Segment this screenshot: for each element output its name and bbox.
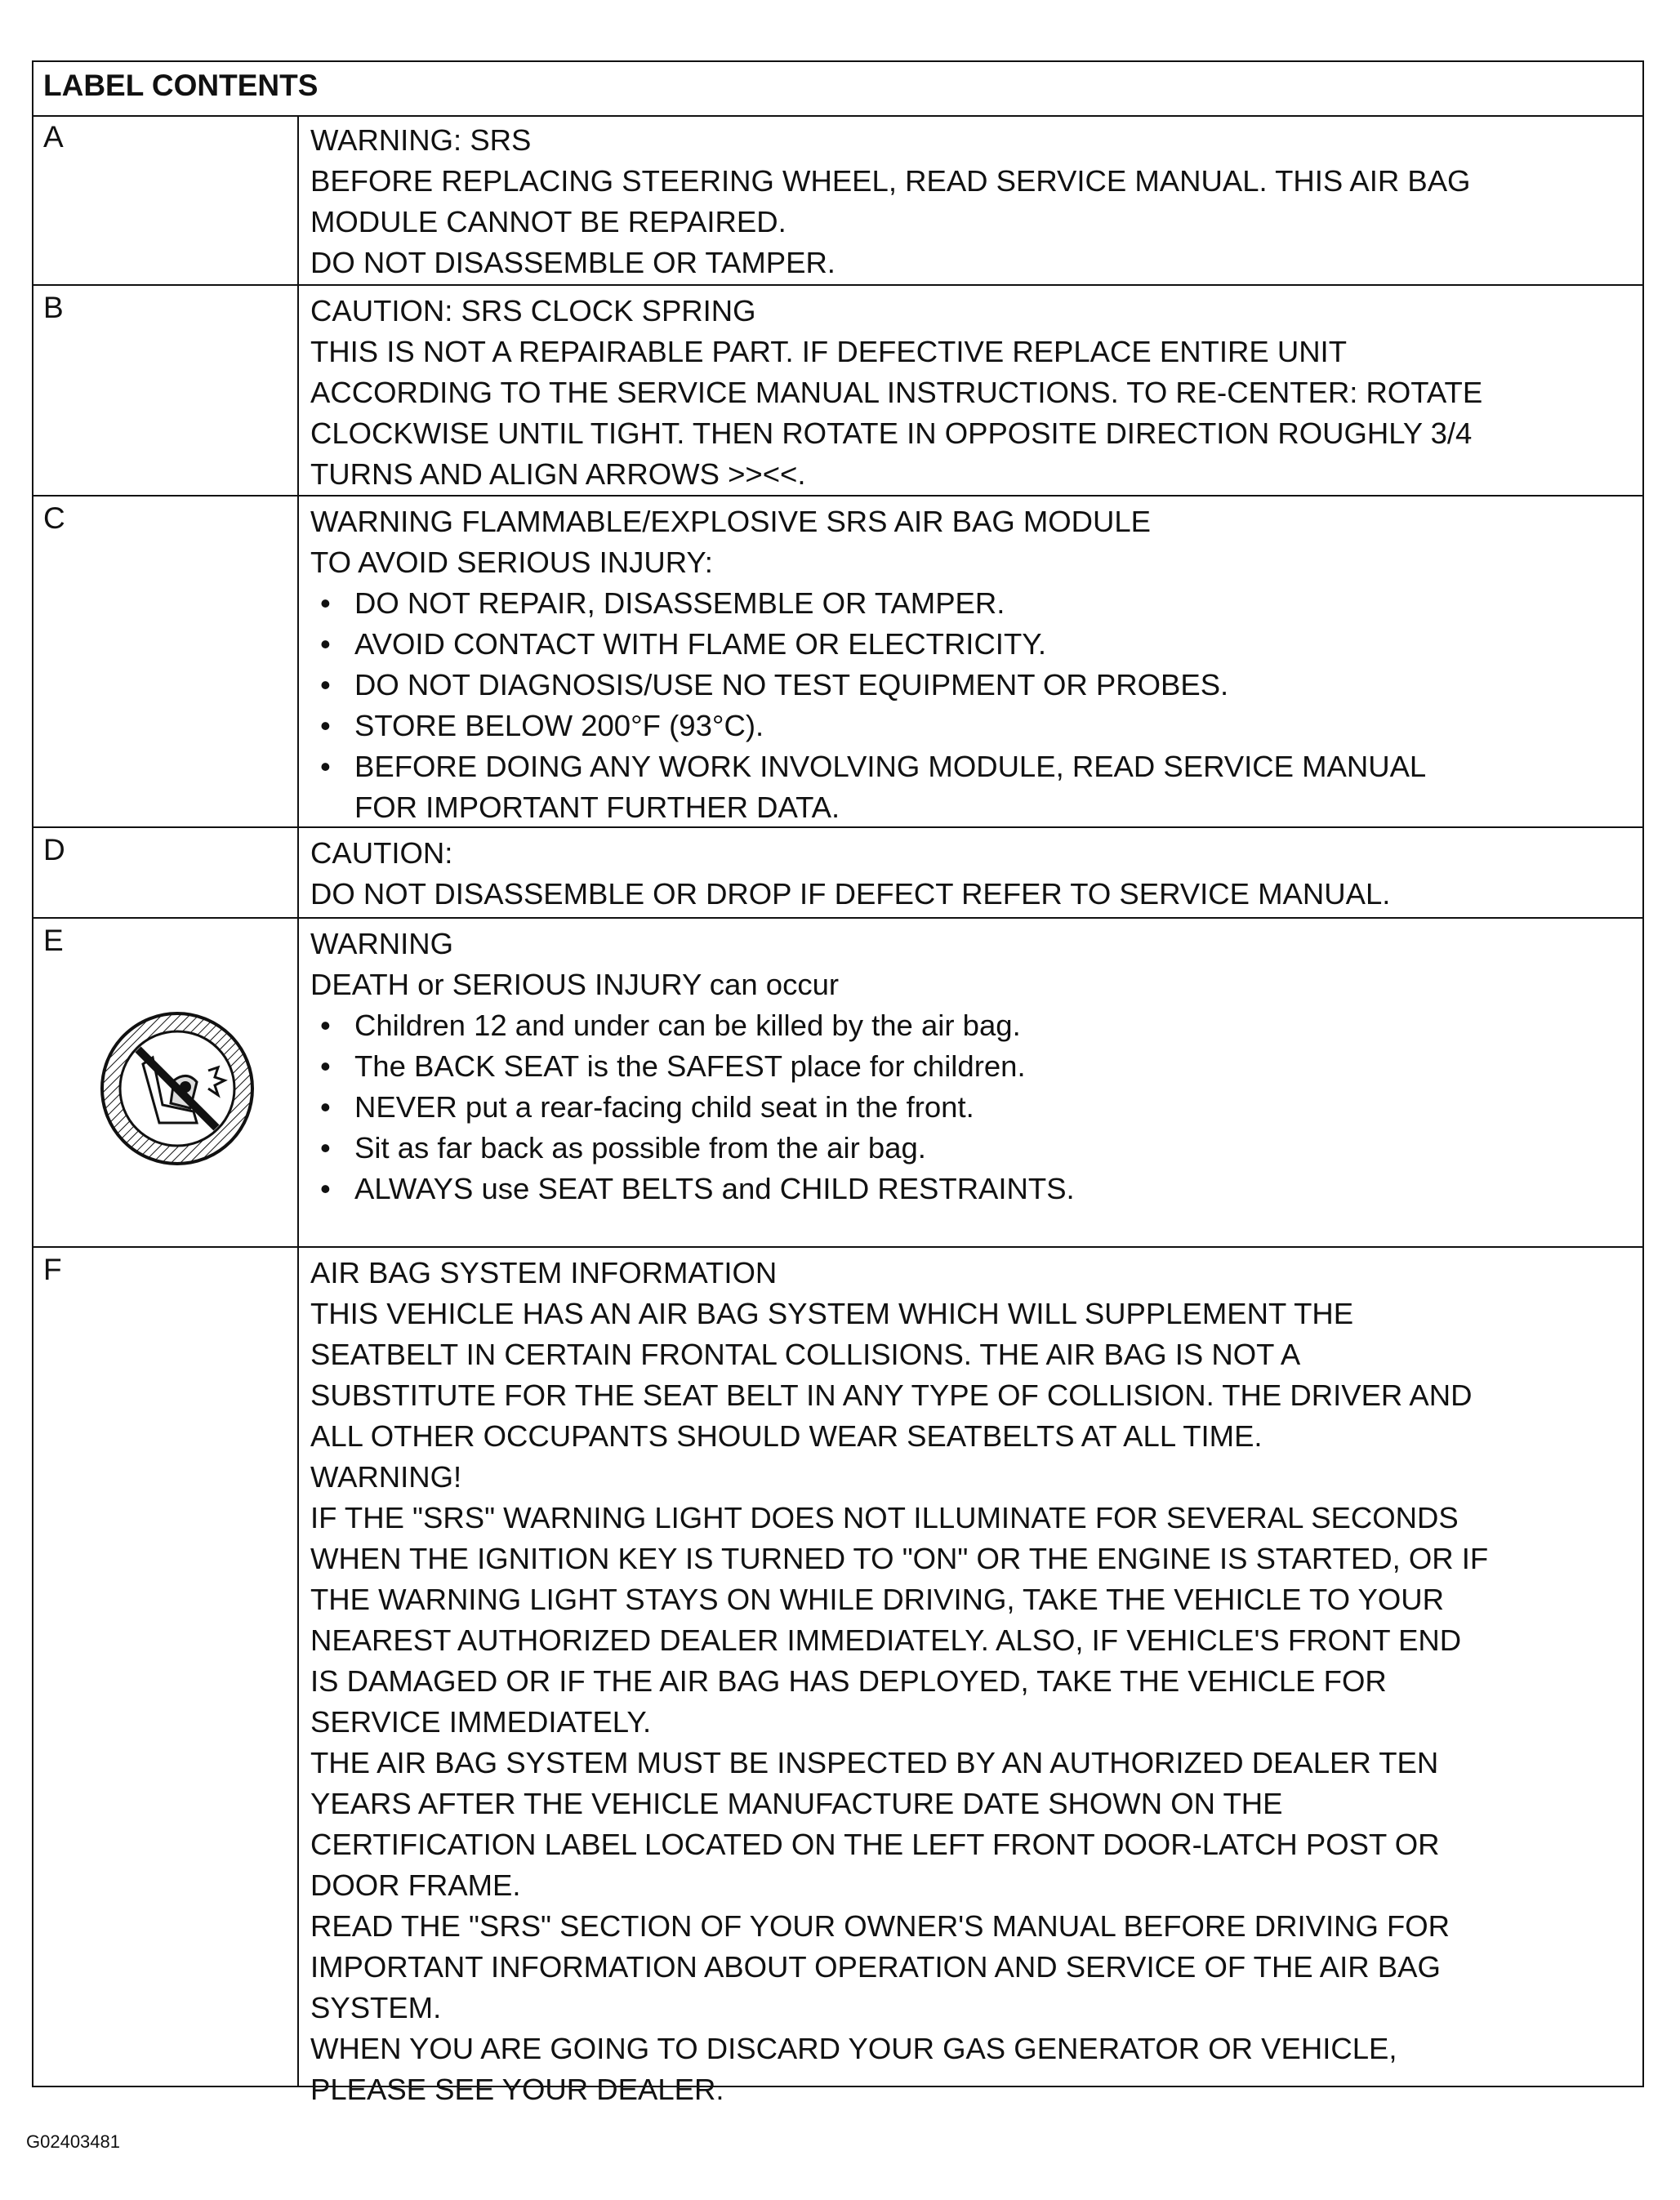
content-line: WARNING! (310, 1460, 462, 1494)
content-line: DEATH or SERIOUS INJURY can occur (310, 968, 840, 1001)
row-content (310, 501, 1633, 828)
table-row-d (33, 828, 1642, 919)
content-line: DO NOT DISASSEMBLE OR DROP IF DEFECT REFER TO SERVICE MANUAL. (310, 877, 1391, 911)
content-line: NEAREST AUTHORIZED DEALER IMMEDIATELY. ALSO, IF VEHICLE'S FRONT END (310, 1623, 1462, 1657)
table-header: LABEL CONTENTS (33, 62, 1642, 117)
row-label: C (33, 497, 299, 826)
content-line: IS DAMAGED OR IF THE AIR BAG HAS DEPLOYED, TAKE THE VEHICLE FOR (310, 1664, 1387, 1698)
content-line: ALL OTHER OCCUPANTS SHOULD WEAR SEATBELTS AT ALL TIME. (310, 1419, 1263, 1453)
bullet-item: • NEVER put a rear-facing child seat in the front. (310, 1087, 1633, 1128)
content-line: THIS VEHICLE HAS AN AIR BAG SYSTEM WHICH WILL SUPPLEMENT THE (310, 1297, 1354, 1330)
content-line: MODULE CANNOT BE REPAIRED. (310, 205, 787, 238)
table-row-c (33, 497, 1642, 828)
content-line: PLEASE SEE YOUR DEALER. (310, 2073, 724, 2106)
content-line: READ THE "SRS" SECTION OF YOUR OWNER'S MANUAL BEFORE DRIVING FOR (310, 1909, 1451, 1943)
row-label (33, 919, 299, 1246)
content-line: IF THE "SRS" WARNING LIGHT DOES NOT ILLUMINATE FOR SEVERAL SECONDS (310, 1501, 1459, 1534)
row-content (310, 924, 1633, 1209)
table-row-a (33, 115, 1642, 286)
bullet-item: • STORE BELOW 200°F (93°C). (310, 706, 1633, 746)
content-line: TURNS AND ALIGN ARROWS >><<. (310, 457, 806, 491)
content-line: TO AVOID SERIOUS INJURY: (310, 546, 713, 579)
bullet-item: • DO NOT REPAIR, DISASSEMBLE OR TAMPER. (310, 583, 1633, 624)
content-line: AIR BAG SYSTEM INFORMATION (310, 1256, 778, 1289)
no-rear-facing-child-seat-icon (96, 1007, 259, 1170)
row-label-text: E (43, 924, 64, 957)
content-line: WARNING (310, 927, 454, 960)
row-content (310, 291, 1633, 495)
row-label: B (33, 286, 299, 495)
row-content (310, 120, 1633, 283)
row-label: F (33, 1248, 299, 2086)
bullet-item: • BEFORE DOING ANY WORK INVOLVING MODULE, READ SERVICE MANUAL (310, 746, 1633, 787)
content-line: WARNING FLAMMABLE/EXPLOSIVE SRS AIR BAG MODULE (310, 505, 1152, 538)
content-line: THE AIR BAG SYSTEM MUST BE INSPECTED BY AN AUTHORIZED DEALER TEN (310, 1746, 1439, 1779)
content-line: CAUTION: (310, 836, 453, 870)
content-line: SERVICE IMMEDIATELY. (310, 1705, 652, 1739)
content-line: DO NOT DISASSEMBLE OR TAMPER. (310, 246, 836, 279)
bullet-continuation: FOR IMPORTANT FURTHER DATA. (354, 790, 840, 824)
bullet-item: • AVOID CONTACT WITH FLAME OR ELECTRICITY. (310, 624, 1633, 665)
row-label: D (33, 828, 299, 917)
content-line: SUBSTITUTE FOR THE SEAT BELT IN ANY TYPE OF COLLISION. THE DRIVER AND (310, 1378, 1473, 1412)
content-line: WARNING: SRS (310, 123, 532, 157)
content-line: CERTIFICATION LABEL LOCATED ON THE LEFT FRONT DOOR-LATCH POST OR (310, 1828, 1440, 1861)
bullet-item: • Children 12 and under can be killed by the air bag. (310, 1005, 1633, 1046)
table-row-e (33, 919, 1642, 1248)
content-line: THIS IS NOT A REPAIRABLE PART. IF DEFECTIVE REPLACE ENTIRE UNIT (310, 335, 1347, 368)
content-line: IMPORTANT INFORMATION ABOUT OPERATION AND SERVICE OF THE AIR BAG (310, 1950, 1441, 1984)
content-line: CLOCKWISE UNTIL TIGHT. THEN ROTATE IN OPPOSITE DIRECTION ROUGHLY 3/4 (310, 416, 1473, 450)
row-content (310, 833, 1633, 915)
bullet-item: • Sit as far back as possible from the air bag. (310, 1128, 1633, 1169)
content-line: SEATBELT IN CERTAIN FRONTAL COLLISIONS. THE AIR BAG IS NOT A (310, 1338, 1301, 1371)
bullet-item: • DO NOT DIAGNOSIS/USE NO TEST EQUIPMENT OR PROBES. (310, 665, 1633, 706)
bullet-item: • The BACK SEAT is the SAFEST place for children. (310, 1046, 1633, 1087)
content-line: DOOR FRAME. (310, 1868, 521, 1902)
row-content (310, 1253, 1633, 2110)
content-line: WHEN THE IGNITION KEY IS TURNED TO "ON" OR THE ENGINE IS STARTED, OR IF (310, 1542, 1489, 1575)
content-line: WHEN YOU ARE GOING TO DISCARD YOUR GAS GENERATOR OR VEHICLE, (310, 2032, 1397, 2065)
content-line: ACCORDING TO THE SERVICE MANUAL INSTRUCTIONS. TO RE-CENTER: ROTATE (310, 376, 1483, 409)
content-line: CAUTION: SRS CLOCK SPRING (310, 294, 756, 327)
content-line: YEARS AFTER THE VEHICLE MANUFACTURE DATE SHOWN ON THE (310, 1787, 1283, 1820)
content-line: BEFORE REPLACING STEERING WHEEL, READ SERVICE MANUAL. THIS AIR BAG (310, 164, 1471, 198)
content-line: SYSTEM. (310, 1991, 442, 2024)
table-row-b (33, 286, 1642, 497)
content-line: THE WARNING LIGHT STAYS ON WHILE DRIVING, TAKE THE VEHICLE TO YOUR (310, 1583, 1444, 1616)
row-label: A (33, 115, 299, 284)
table-row-f (33, 1248, 1642, 2106)
figure-id: G02403481 (26, 2131, 120, 2152)
label-contents-table (32, 60, 1644, 2106)
bullet-item: • ALWAYS use SEAT BELTS and CHILD RESTRAINTS. (310, 1169, 1633, 1209)
